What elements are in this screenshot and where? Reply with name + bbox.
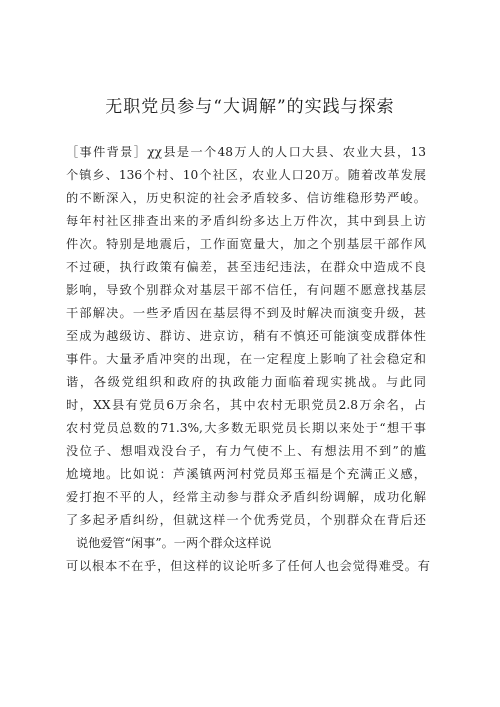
document-title: 无职党员参与“大调解”的实践与探索: [105, 97, 395, 117]
body-line: ［事件背景］χχ县是一个48万人的人口大县、农业大县，13: [66, 145, 426, 159]
body-line: 不过硬，执行政策有偏差，甚至违纪违法，在群众中造成不良: [66, 260, 426, 274]
body-line: 了多起矛盾纠纷，但就这样一个优秀党员，个别群众在背后还: [66, 513, 426, 527]
body-line: 的不断深入，历史积淀的社会矛盾较多、信访维稳形势严峻。: [66, 191, 426, 205]
body-line: 农村党员总数的71.3%,大多数无职党员长期以来处于“想干事: [66, 421, 426, 435]
body-line: 干部解决。一些矛盾因在基层得不到及时解决而演变升级，甚: [66, 306, 426, 320]
body-line: 说他爱管“闲事”。一两个群众这样说: [76, 536, 272, 550]
body-line: 事件。大量矛盾冲突的出现，在一定程度上影响了社会稳定和: [66, 352, 426, 366]
body-line: 件次。特别是地震后，工作面宽量大，加之个别基层干部作风: [66, 237, 426, 251]
body-line: 影响，导致个别群众对基层干部不信任，有问题不愿意找基层: [66, 283, 426, 297]
body-line: 尬境地。比如说：芦溪镇两河村党员郑玉福是个充满正义感，: [66, 467, 426, 481]
body-line: 可以根本不在乎，但这样的议论听多了任何人也会觉得难受。有: [66, 559, 430, 573]
body-line: 没位子、想唱戏没台子，有力气使不上、有想法用不到”的尴: [66, 444, 426, 458]
document-body: [66, 141, 430, 578]
body-line: 每年村社区排查出来的矛盾纠纷多达上万件次，其中到县上访: [66, 214, 426, 228]
body-line: 时，XX县有党员6万余名，其中农村无职党员2.8万余名，占: [66, 398, 426, 412]
body-line: 爱打抱不平的人，经常主动参与群众矛盾纠纷调解，成功化解: [66, 490, 426, 504]
body-line: 谐，各级党组织和政府的执政能力面临着现实挑战。与此同: [66, 375, 426, 389]
body-line: 个镇乡、136个村、10个社区，农业人口20万。随着改革发展: [66, 168, 426, 182]
body-line: 至成为越级访、群访、进京访，稍有不慎还可能演变成群体性: [66, 329, 426, 343]
